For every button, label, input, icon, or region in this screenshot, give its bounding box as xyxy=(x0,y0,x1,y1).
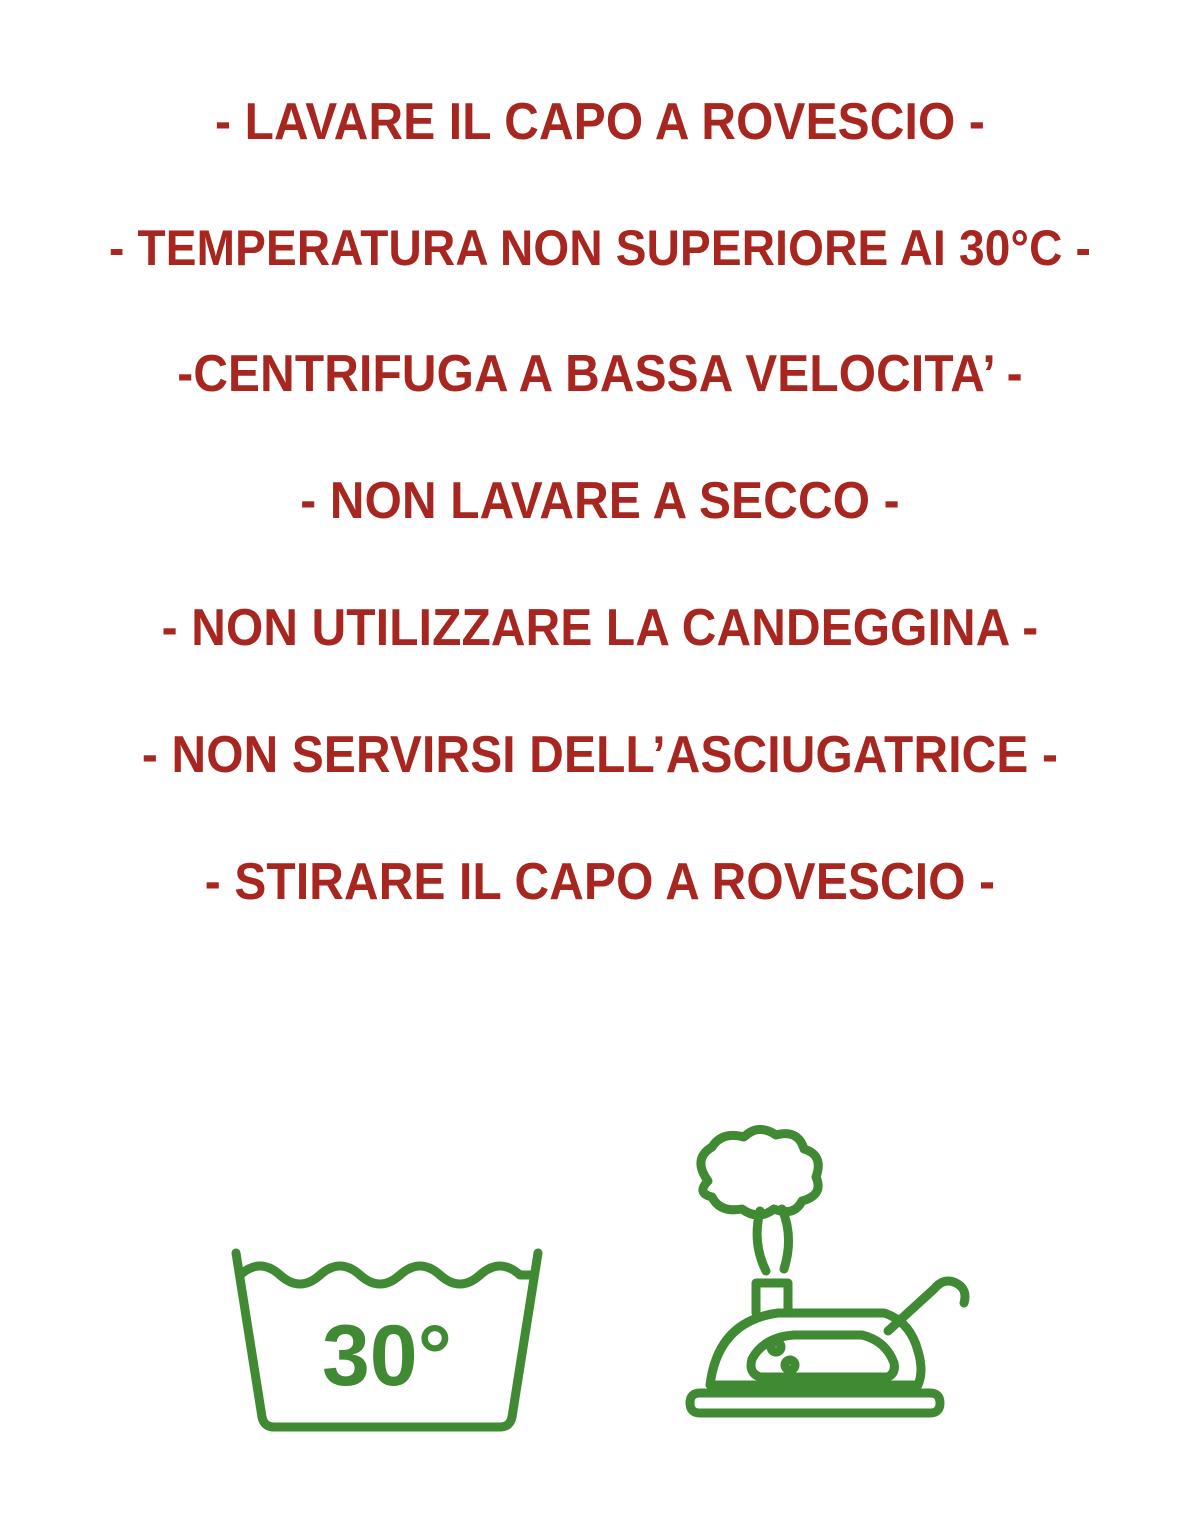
wash-temperature-label: 30° xyxy=(321,1308,453,1404)
care-instruction-line: - NON UTILIZZARE LA CANDEGGINA - xyxy=(161,599,1039,657)
care-instruction-line: -CENTRIFUGA A BASSA VELOCITA’ - xyxy=(177,345,1023,403)
iron-steam-icon xyxy=(648,1125,978,1435)
care-instruction-line: - TEMPERATURA NON SUPERIORE AI 30°C - xyxy=(109,220,1091,276)
care-instruction-line: - NON SERVIRSI DELL’ASCIUGATRICE - xyxy=(141,726,1059,784)
care-instruction-line: - STIRARE IL CAPO A ROVESCIO - xyxy=(204,853,996,911)
care-instruction-line: - NON LAVARE A SECCO - xyxy=(300,472,900,530)
wash-30-degrees-icon xyxy=(222,1235,552,1435)
care-instruction-line: - LAVARE IL CAPO A ROVESCIO - xyxy=(215,93,985,151)
care-symbols-row xyxy=(0,1125,1200,1435)
